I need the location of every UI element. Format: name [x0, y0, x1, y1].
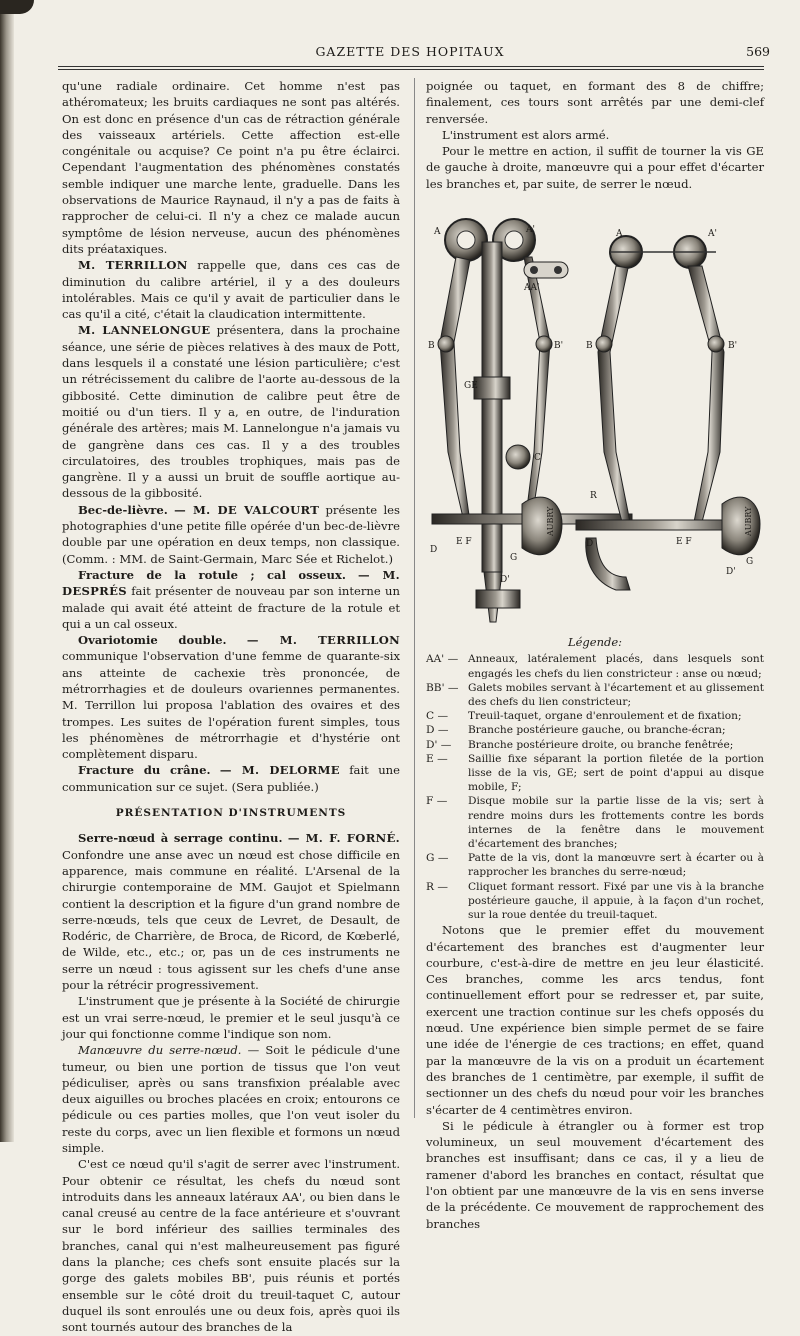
- running-title: GAZETTE DES HOPITAUX: [315, 44, 505, 59]
- section-heading: Fracture du crâne.: [78, 763, 211, 778]
- label-ge: GE: [464, 381, 478, 392]
- label-a-prime-right: A': [708, 229, 717, 240]
- paragraph: Si le pédicule à étrangler ou à former est trop volumineux, un seul mouvement d'écartement des branches est insuffisant; dans ce cas, il y a lieu de ramener d'abord les branches en contact, résultat que l'on obtient par une manœuvre de la vis en sens inverse de la précédente. Ce mouvement de rapprochement des branches: [426, 1118, 764, 1231]
- section-heading: Ovariotomie double.: [78, 633, 227, 648]
- legend-row: G — Patte de la vis, dont la manœuvre sert à écarter ou à rapprocher les branches du serre-nœud;: [426, 852, 764, 879]
- paragraph: qu'une radiale ordinaire. Cet homme n'est pas athéromateux; les bruits cardiaques ne sont pas altérés. On est donc en présence d'un cas de rétraction générale des vaisseaux artériels. Cette affection est-elle congénitale ou acquise? Ce point n'a pu être éclairci. Cependant l'augmentation des phénomènes constatés semble indiquer une marche lente, graduelle. Dans les observations de Maurice Raynaud, il n'y a pas de faits à rapprocher de celui-ci. Il n'y a chez ce malade aucun symptôme de lésion nerveuse, aucun des phénomènes dits préataxiques.: [62, 79, 400, 256]
- paragraph: L'instrument que je présente à la Société de chirurgie est un vrai serre-nœud, le premier et le seul jusqu'à ce jour qui fonctionne comme l'indique son nom.: [62, 994, 400, 1041]
- section-paragraph: Bec-de-lièvre. — M. DE VALCOURT présente les photographies d'une petite fille opérée d'un bec-de-lièvre double par une opération en deux temps, non classique. (Comm. : MM. de Saint-Germain, Marc Sée et Richelot.): [62, 502, 400, 566]
- label-a-right: A: [616, 229, 623, 240]
- serre-noeud-illustration: [426, 202, 764, 632]
- legend-row: BB' — Galets mobiles servant à l'écartement et au glissement des chefs du lien constricteur;: [426, 681, 764, 708]
- section-paragraph: Ovariotomie double. — M. TERRILLON communique l'observation d'une femme de quarante-six ans atteinte de cachexie très prononcée, de métrorrhagies et de douleurs ovariennes permanentes. M. Terrillon lui proposa l'ablation des ovaires et des trompes. Les suites de l'opération furent simples, tous les phénomènes de métrorrhagie et d'hystérie ont complètement disparu.: [62, 633, 400, 762]
- book-binding-edge: [0, 0, 14, 1142]
- paragraph: Pour le mettre en action, il suffit de tourner la vis GE de gauche à droite, manœuvre qui a pour effet d'écarter les branches et, par suite, de serrer le nœud.: [426, 144, 764, 191]
- speaker-name: — M. F. FORNÉ.: [287, 831, 400, 846]
- paragraph: poignée ou taquet, en formant des 8 de chiffre; finalement, ces tours sont arrêtés par une demi-clef renversée.: [426, 79, 764, 126]
- label-c: C: [534, 453, 541, 464]
- speaker-name: — M. DESPRÉS: [62, 567, 401, 599]
- label-g: G: [510, 553, 518, 564]
- instrument-figure: [426, 202, 764, 632]
- label-r: R: [590, 491, 597, 502]
- paragraph: Manœuvre du serre-nœud. — Soit le pédicule d'une tumeur, ou bien une portion de tissus que l'on veut pédiculiser, après ou sans transfixion préalable avec deux aiguilles ou broches placées en croix; entourons ce pédicule ou ces parties molles, que l'on veut isoler du reste du corps, avec un lien flexible et formons un nœud simple.: [62, 1043, 400, 1155]
- label-g-right: G: [746, 557, 754, 568]
- header-rule: [58, 66, 764, 67]
- paragraph: M. TERRILLON rappelle que, dans ces cas de diminution du calibre artériel, il y a des douleurs intolérables. Mais ce qu'il y avait de particulier dans le cas qu'il a cité, c'était la claudication intermittente.: [62, 258, 400, 322]
- column-separator: [414, 78, 415, 1118]
- section-heading: Serre-nœud à serrage continu.: [78, 831, 283, 846]
- legend-row: F — Disque mobile sur la partie lisse de la vis; sert à rendre moins durs les frottements contre les bords internes de la fenêtre dans le mouvement d'écartement des branches;: [426, 795, 764, 851]
- speaker-name: — M. TERRILLON: [246, 633, 400, 648]
- legend-row: R — Cliquet formant ressort. Fixé par une vis à la branche postérieure gauche, il appuie, à la façon d'un rochet, sur la roue dentée du treuil-taquet.: [426, 880, 764, 922]
- label-d-right: D: [586, 539, 594, 550]
- speaker-name: M. LANNELONGUE: [78, 323, 211, 338]
- legend-row: C — Treuil-taquet, organe d'enroulement et de fixation;: [426, 710, 742, 723]
- label-b: B: [428, 341, 435, 352]
- instrument-right-view: [576, 236, 760, 590]
- paragraph: L'instrument est alors armé.: [442, 127, 610, 142]
- section-paragraph: Fracture de la rotule ; cal osseux. — M. DESPRÉS fait présenter de nouveau par son interne un malade qui avait été atteint de fracture de la rotule et qui a un cal osseux.: [62, 567, 401, 631]
- label-d-prime-right: D': [726, 567, 736, 578]
- speaker-name: — M. DE VALCOURT: [174, 502, 320, 517]
- page-corner-shadow: [0, 0, 34, 14]
- paragraph: C'est ce nœud qu'il s'agit de serrer avec l'instrument. Pour obtenir ce résultat, les chefs du nœud sont introduits dans les anneaux latéraux AA', ou bien dans le canal creusé au centre de la face antérieure et s'ouvrant sur le bord inférieur des saillies terminales des branches, canal qui n'est malheureusement pas figuré dans la planche; ces chefs sont ensuite placés sur la gorge des galets mobiles BB', puis réunis et portés ensemble sur le côté droit du treuil-taquet C, autour duquel ils sont enroulés une ou deux fois, après quoi ils sont tournés autour des branches de la: [62, 1157, 400, 1335]
- left-column: [62, 78, 400, 1336]
- legend-row: E — Saillie fixe séparant la portion filetée de la portion lisse de la vis, GE; sert de point d'appui au disque mobile, F;: [426, 752, 764, 794]
- label-a: A: [434, 227, 441, 238]
- section-heading: Fracture de la rotule ; cal osseux.: [78, 567, 346, 582]
- header-rule-double: [58, 69, 764, 70]
- paragraph: M. LANNELONGUE présentera, dans la prochaine séance, une série de pièces relatives à des maux de Pott, dans lesquels il a constaté une lésion particulière; c'est un rétrécissement du calibre de l'aorte au-dessous de la gibbosité. Cette diminution de calibre peut être de moitié ou d'un tiers. Il y a, en outre, de l'induration générale des artères; mais M. Lannelongue n'a jamais vu de gangrène dans ces cas. Il y a des troubles circulatoires, des troubles trophiques, mais pas de gangrène. Il y a aussi un bruit de souffle aortique au-dessous de la gibbosité.: [62, 323, 401, 501]
- label-ef-right: E F: [676, 537, 692, 548]
- label-b-right: B: [586, 341, 593, 352]
- page-number: 569: [746, 44, 770, 59]
- label-b-prime-right: B': [728, 341, 738, 352]
- legend-row: AA' — Anneaux, latéralement placés, dans lesquels sont engagés les chefs du lien constricteur : anse ou nœud;: [426, 653, 764, 680]
- label-aa-prime: AA': [524, 283, 540, 294]
- speaker-name: — M. DELORME: [219, 763, 340, 778]
- label-a-prime: A': [526, 225, 535, 236]
- legend-title: Légende:: [567, 635, 623, 650]
- section-paragraph: Fracture du crâne. — M. DELORME fait une communication sur ce sujet. (Sera publiée.): [62, 763, 400, 794]
- label-e: E F: [456, 537, 472, 548]
- center-heading: PRÉSENTATION D'INSTRUMENTS: [115, 807, 347, 820]
- label-d-prime: D': [500, 575, 510, 586]
- speaker-name: M. TERRILLON: [78, 258, 188, 273]
- paragraph: Notons que le premier effet du mouvement d'écartement des branches est d'augmenter leur courbure, c'est-à-dire de mettre en jeu leur élasticité. Ces branches, comme les arcs tendus, font continuellement effort pour se redresser et, par suite, exercent une traction continue sur les chefs opposés du nœud. Une expérience bien simple permet de se faire une idée de l'énergie de ces tractions; en effet, quand par la manœuvre de la vis on a produit un écartement des branches de 1 centimètre, par exemple, il suffit de sectionner un des chefs du nœud pour voir les branches s'écarter de 4 centimètres environ.: [426, 923, 764, 1117]
- page-header: [50, 44, 770, 64]
- legend-row: D' — Branche postérieure droite, ou branche fenêtrée;: [426, 738, 734, 751]
- maker-stamp-right: AUBRY: [744, 506, 753, 537]
- italic-heading: Manœuvre du serre-nœud.: [78, 1043, 242, 1058]
- legend-row: D — Branche postérieure gauche, ou branche-écran;: [426, 724, 726, 737]
- section-paragraph: Serre-nœud à serrage continu. — M. F. FORNÉ. Confondre une anse avec un nœud est chose difficile en apparence, mais commune en réalité. L'Arsenal de la chirurgie contemporaine de MM. Gaujot et Spielmann contient la description et la figure d'un grand nombre de serre-nœuds, tels que ceux de Levret, de Desault, de Rodéric, de Charrière, de Broca, de Ricord, de Kœberlé, de Wilde, etc., etc.; or, pas un de ces instruments ne serre un nœud : tous agissent sur les chefs d'une anse pour la rétrécir progressivement.: [62, 831, 400, 993]
- label-d: D: [430, 545, 438, 556]
- maker-stamp: AUBRY: [546, 506, 555, 537]
- label-b-prime: B': [554, 341, 564, 352]
- right-column: [426, 78, 764, 1232]
- section-heading: Bec-de-lièvre.: [78, 502, 168, 517]
- legend: [426, 652, 764, 922]
